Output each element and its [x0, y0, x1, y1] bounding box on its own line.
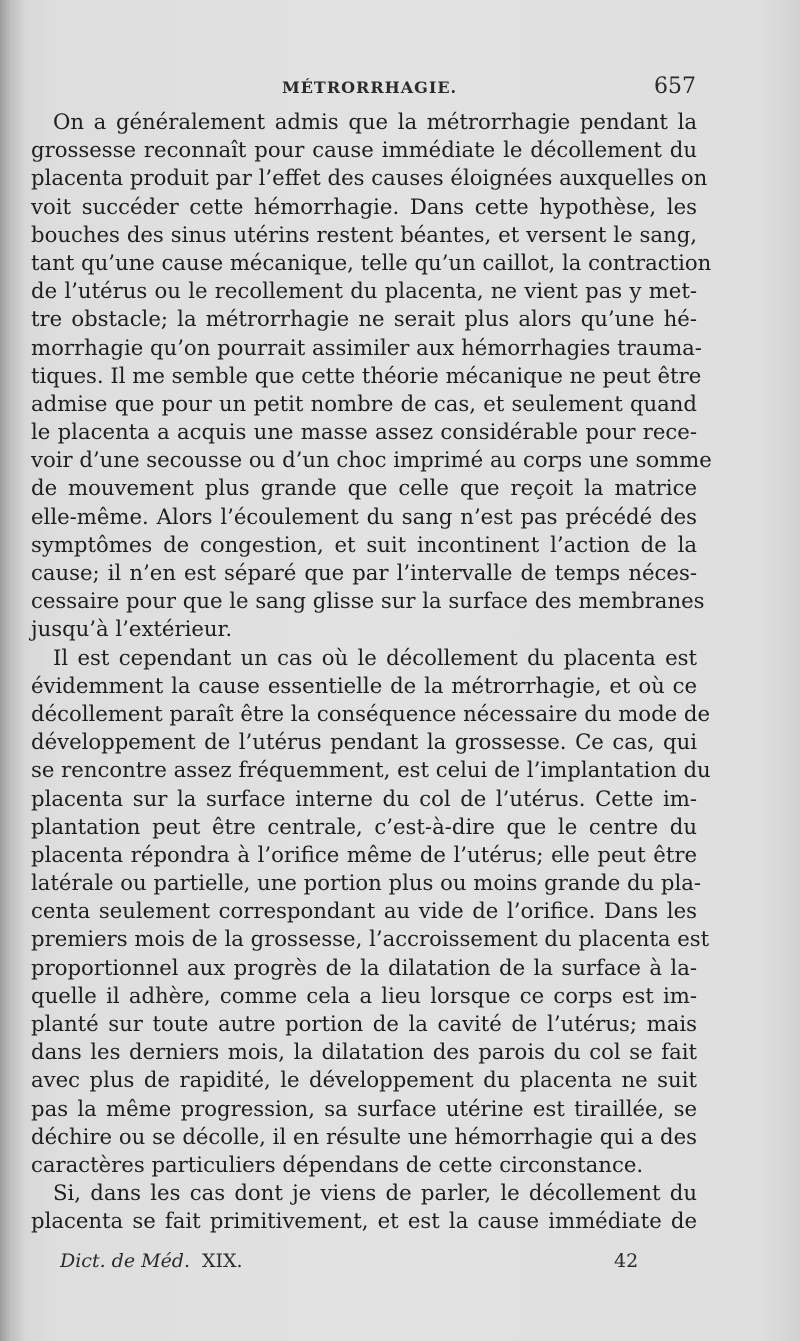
footer-title: Dict. de Méd.	[60, 1250, 191, 1272]
text-line: développement de l’utérus pendant la grossesse. Ce cas, qui	[31, 729, 697, 755]
page-header	[0, 74, 800, 104]
text-line: Si, dans les cas dont je viens de parler, le décollement du	[53, 1180, 697, 1206]
text-line: proportionnel aux progrès de la dilatation de la surface à la-	[31, 954, 697, 980]
text-line: placenta se fait primitivement, et est la cause immédiate de	[31, 1208, 697, 1234]
text-line: grossesse reconnaît pour cause immédiate le décollement du	[31, 137, 697, 163]
text-line: avec plus de rapidité, le développement du placenta ne suit	[31, 1067, 697, 1093]
text-line: placenta produit par l’effet des causes éloignées auxquelles on	[31, 165, 708, 191]
text-line: placenta répondra à l’orifice même de l’utérus; elle peut être	[31, 841, 697, 867]
text-line: Il est cependant un cas où le décollement du placenta est	[53, 644, 697, 670]
text-line: centa seulement correspondant au vide de l’orifice. Dans les	[31, 898, 697, 924]
footer-signature: 42	[614, 1250, 639, 1272]
text-line: quelle il adhère, comme cela a lieu lorsque ce corps est im-	[31, 982, 697, 1008]
text-line: admise que pour un petit nombre de cas, et seulement quand	[31, 390, 697, 416]
text-line: voit succéder cette hémorrhagie. Dans cette hypothèse, les	[31, 193, 697, 219]
text-line: caractères particuliers dépendans de cette circonstance.	[31, 1151, 644, 1177]
text-line: tiques. Il me semble que cette théorie mécanique ne peut être	[31, 362, 702, 388]
running-head: MÉTRORRHAGIE.	[282, 78, 458, 97]
text-line: décollement paraît être la conséquence nécessaire du mode de	[31, 700, 711, 726]
text-line: planté sur toute autre portion de la cavité de l’utérus; mais	[31, 1011, 697, 1036]
text-line: latérale ou partielle, une portion plus ou moins grande du pla-	[31, 870, 702, 896]
text-line: évidemment la cause essentielle de la métrorrhagie, et où ce	[31, 672, 697, 698]
text-line: dans les derniers mois, la dilatation des parois du col se fait	[31, 1039, 697, 1065]
text-line: cause; il n’en est séparé que par l’intervalle de temps néces-	[31, 560, 697, 585]
page-number: 657	[654, 74, 696, 99]
text-line: jusqu’à l’extérieur.	[31, 616, 233, 642]
body-text	[31, 108, 712, 1236]
text-line: se rencontre assez fréquemment, est celui de l’implantation du	[31, 757, 711, 783]
text-line: premiers mois de la grossesse, l’accroissement du placenta est	[31, 926, 710, 952]
footer-volume: XIX.	[202, 1250, 243, 1272]
text-line: déchire ou se décolle, il en résulte une hémorrhagie qui a des	[31, 1123, 697, 1149]
text-line: de mouvement plus grande que celle que reçoit la matrice	[31, 475, 697, 501]
text-line: elle-même. Alors l’écoulement du sang n’est pas précédé des	[31, 503, 697, 529]
text-line: morrhagie qu’on pourrait assimiler aux hémorrhagies trauma-	[31, 334, 702, 360]
text-line: bouches des sinus utérins restent béantes, et versent le sang,	[31, 221, 697, 247]
text-line: tre obstacle; la métrorrhagie ne serait plus alors qu’une hé-	[31, 306, 697, 332]
text-line: de l’utérus ou le recollement du placenta, ne vient pas y met-	[31, 278, 697, 304]
text-line: placenta sur la surface interne du col de l’utérus. Cette im-	[31, 785, 697, 811]
text-line: symptômes de congestion, et suit incontinent l’action de la	[31, 531, 697, 557]
text-line: voir d’une secousse ou d’un choc imprimé au corps une somme	[31, 447, 712, 473]
text-line: cessaire pour que le sang glisse sur la surface des membranes	[31, 588, 705, 614]
text-line: le placenta a acquis une masse assez considérable pour rece-	[31, 419, 697, 445]
text-line: plantation peut être centrale, c’est-à-dire que le centre du	[31, 813, 697, 839]
text-line: pas la même progression, sa surface utérine est tiraillée, se	[31, 1095, 697, 1121]
page-footer	[0, 1250, 800, 1280]
text-line: tant qu’une cause mécanique, telle qu’un caillot, la contraction	[31, 249, 712, 275]
text-line: On a généralement admis que la métrorrhagie pendant la	[53, 109, 697, 134]
